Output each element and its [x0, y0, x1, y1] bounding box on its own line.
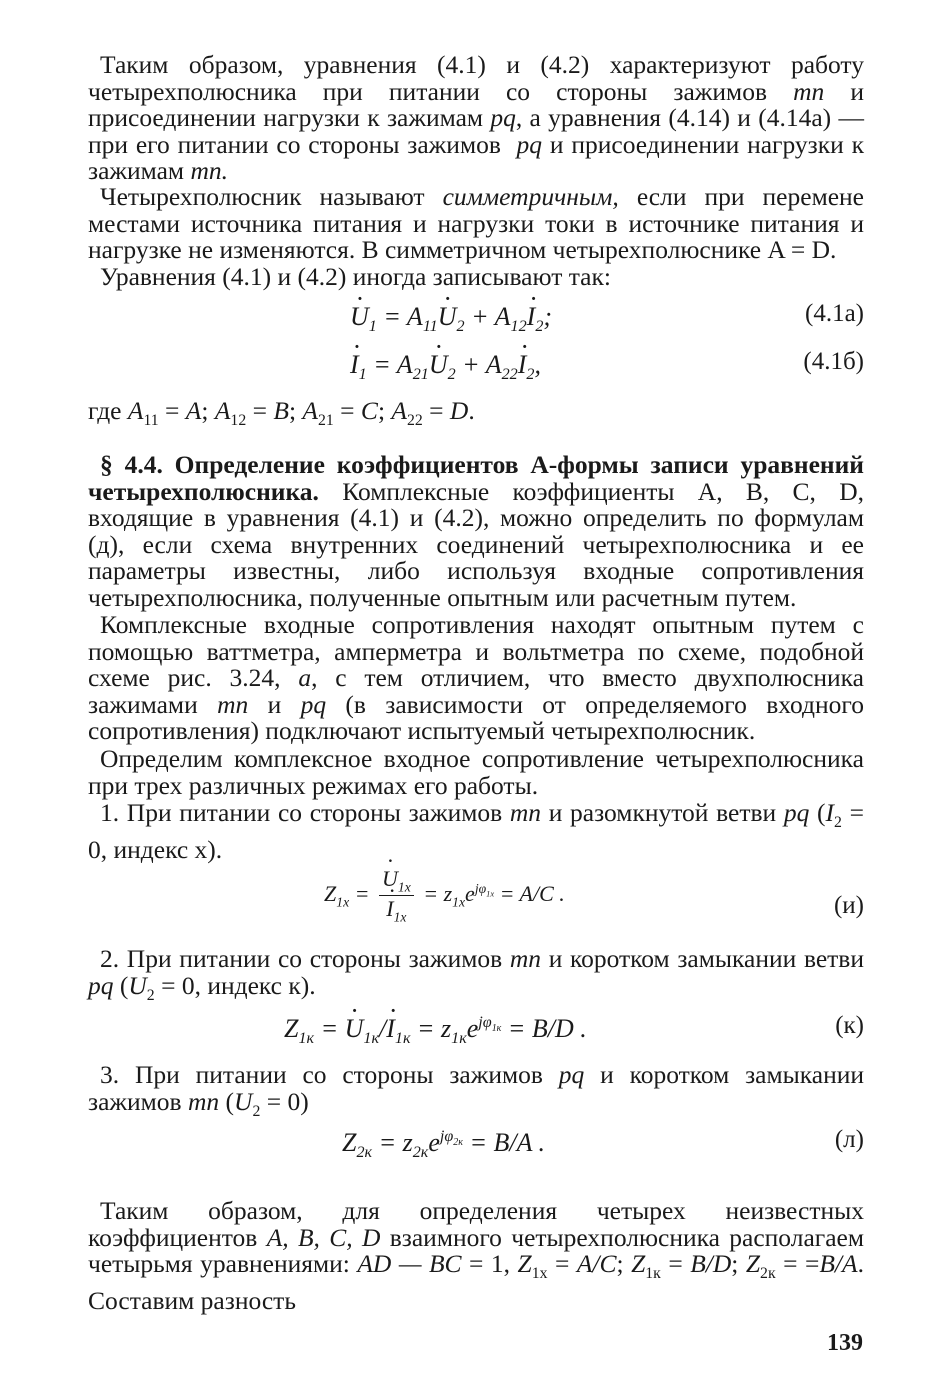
paragraph-3: Уравнения (4.1) и (4.2) иногда записывают так:	[100, 262, 611, 291]
term-symmetric: симметричным,	[442, 182, 619, 211]
equation-formula: · $U_1 = A_{11}\cdot U_2 + A_{12}\cdot I_2$;	[350, 302, 552, 336]
paragraph-2: Четырехполюсник называют симметричным, если при перемене местами источника питания и нагрузки токи в источнике питания и нагрузке не изменяются. В симметричном четырехполюснике A = D.	[88, 182, 864, 264]
equation-label: (к)	[835, 1012, 864, 1039]
equation-label: (4.1а)	[805, 300, 864, 327]
equation-label: (и)	[833, 892, 864, 919]
section-title: § 4.4. Определение коэффициентов A-формы записи уравнений четырехполюсника.	[88, 450, 864, 506]
paragraph-1: Таким образом, уравнения (4.1) и (4.2) характеризуют работу четырехполюсника при питании со стороны зажимов mn и присоединении нагрузки к зажимам pq, а уравнения (4.14) и (4.14а) — при его питании со стороны зажимов pq и присоединении нагрузки к зажимам mn.	[88, 50, 864, 185]
equation-l	[88, 1126, 864, 1166]
equation-4-1a	[88, 300, 864, 340]
paragraph-4: где $A_{11} = A$; $A_{12} = B$; $A_{21} = C$; $A_{22} = D$.	[88, 396, 475, 430]
equation-formula: $Z_{1x}$ = · $U_{1x}$ · $I_{1x}$ = $z_{1x}e^{j\varphi_{1x}} = A/C$ .	[324, 866, 565, 926]
paragraph-7: Определим комплексное входное сопротивление четырехполюсника при трех различных режимах его работы.	[88, 744, 864, 800]
equation-4-1b	[88, 348, 864, 388]
equation-label: (л)	[834, 1126, 864, 1153]
paragraph-11: Таким образом, для определения четырех неизвестных коэффициентов A, B, C, D взаимного четырехполюсника располагаем четырьмя уравнениями: AD — BC = 1, $Z_{1x} = A/C$; $Z_{1к} = B/D$; $Z_{2к} = =B/A$. Составим разность	[88, 1196, 864, 1315]
paragraph-6: Комплексные входные сопротивления находят опытным путем с помощью ваттметра, амперметра и вольтметра по схеме, подобной схеме рис. 3.24, а, с тем отличием, что вместо двухполюсника зажимами mn и pq (в зависимости от определяемого входного сопротивления) подключают испытуемый четырехполюсник.	[88, 610, 864, 745]
section-4-4: § 4.4. Определение коэффициентов A-формы записи уравнений четырехполюсника. Комплексные коэффициенты A, B, C, D, входящие в уравнения (4.1) и (4.2), можно определить по формулам (д), если схема внутренних соединений четырехполюсника и ее параметры известны, либо используя входные сопротивления четырехполюсника, полученные опытным или расчетным путем.	[88, 450, 864, 612]
paragraph-8: 1. При питании со стороны зажимов mn и разомкнутой ветви pq ($I_2 = 0$, индекс х).	[88, 798, 865, 864]
equation-k	[88, 1012, 864, 1052]
equation-formula: · $I_1 = A_{21}\cdot U_2 + A_{22}\cdot I_2$,	[350, 350, 541, 384]
paragraph-9: 2. При питании со стороны зажимов mn и коротком замыкании ветви pq ($U_2 = 0$, индекс к).	[88, 944, 864, 1004]
equation-formula: $Z_{1к}$ = · $U_{1к}/\cdot I_{1к} = z_{1к}e^{j\varphi_{1к}} = B/D$ .	[284, 1014, 587, 1048]
page-number: 139	[827, 1330, 863, 1356]
equation-formula: $Z_{2к} = z_{2к}e^{j\varphi_{2к}} = B/A$ .	[342, 1128, 545, 1162]
equation-i	[88, 866, 864, 930]
paragraph-10: 3. При питании со стороны зажимов pq и коротком замыкании зажимов mn $(U_2 = 0)$	[88, 1060, 865, 1120]
equation-label: (4.1б)	[803, 348, 864, 375]
